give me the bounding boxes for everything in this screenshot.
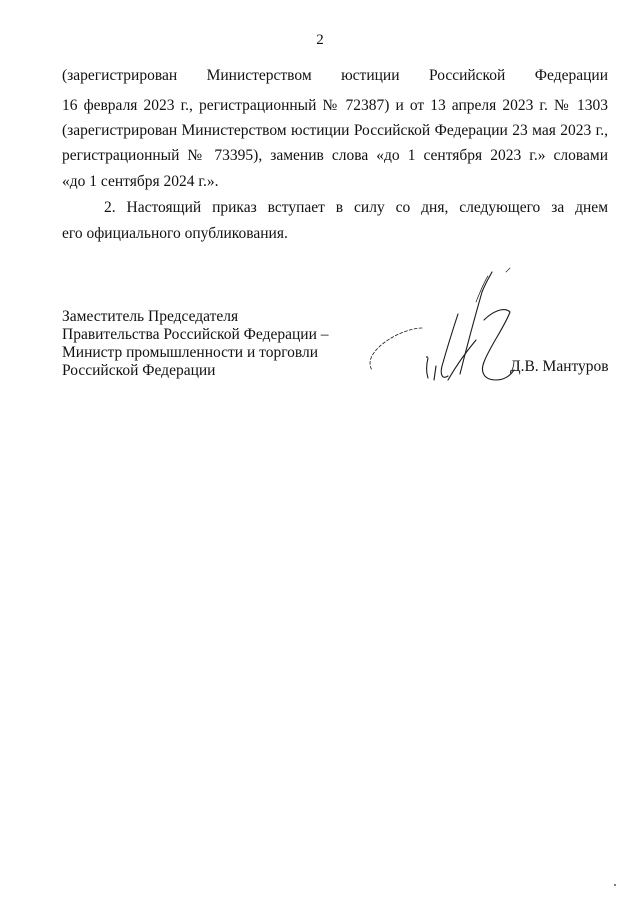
paragraph-line: (зарегистрирован Министерством юстиции Российской Федерации (62, 67, 608, 84)
page-number: 2 (316, 32, 324, 48)
paragraph-line: его официального опубликования. (62, 225, 288, 242)
scan-speck (614, 884, 616, 886)
paragraph-line: 16 февраля 2023 г., регистрационный № 72387) и от 13 апреля 2023 г. № 1303 (62, 97, 608, 114)
paragraph-line: регистрационный № 73395), заменив слова «до 1 сентября 2023 г.» словами (62, 147, 608, 164)
signatory-title (62, 308, 329, 380)
scan-speck (426, 356, 428, 358)
signatory-title-line: Российской Федерации (62, 362, 216, 379)
paragraph-line: «до 1 сентября 2024 г.». (62, 173, 219, 190)
paragraph-line: (зарегистрирован Министерством юстиции Российской Федерации 23 мая 2023 г., (62, 122, 608, 139)
paragraph-line: 2. Настоящий приказ вступает в силу со дня, следующего за днем (104, 199, 608, 216)
signatory-title-line: Заместитель Председателя (62, 308, 239, 325)
signatory-title-line: Министр промышленности и торговли (62, 344, 319, 361)
handwritten-signature (360, 262, 530, 392)
signer-name: Д.В. Мантуров (510, 358, 609, 375)
signatory-title-line: Правительства Российской Федерации – (62, 326, 329, 343)
